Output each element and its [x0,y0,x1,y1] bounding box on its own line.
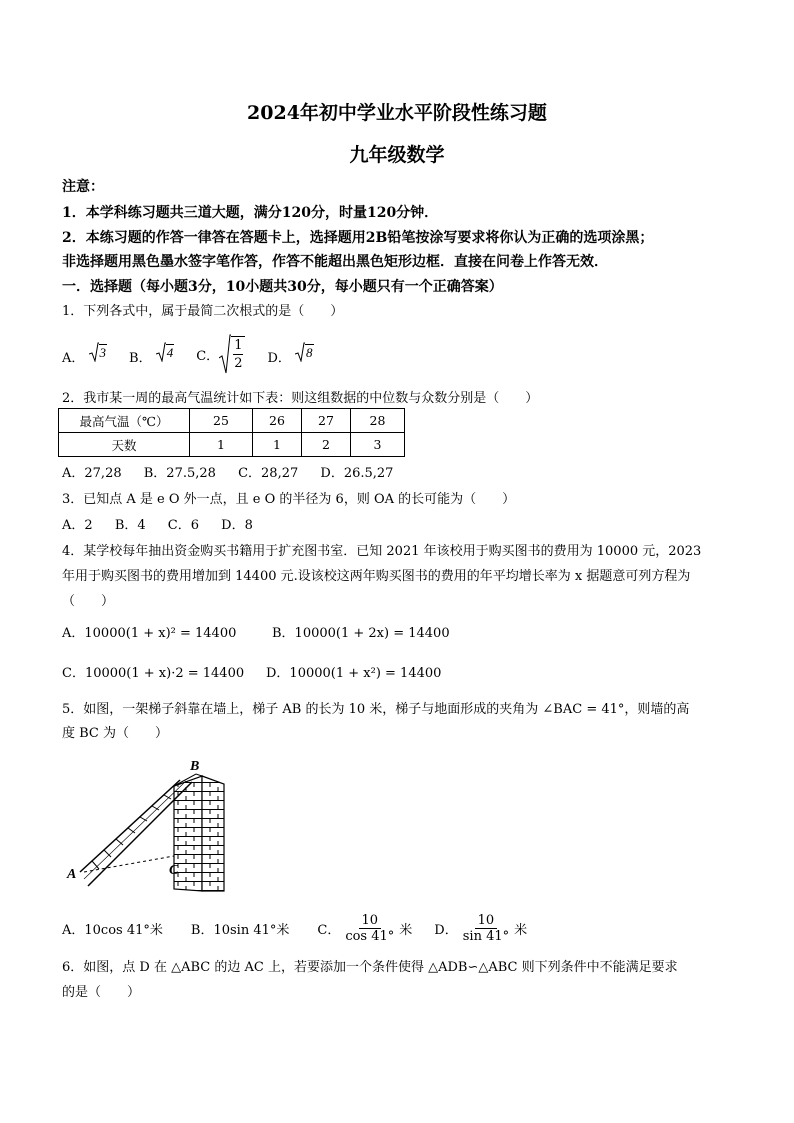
question-4-stem: （ ） [62,594,115,609]
question-5-stem: 度 BC 为（ ） [62,726,169,741]
option-b: B．27.5,28 [143,466,216,481]
section-heading: 一．选择题（每小题3分，10小题共30分，每小题只有一个正确答案） [62,279,503,295]
question-5-options [62,910,527,946]
table-cell: 最高气温（℃） [59,409,190,433]
question-3-options [62,514,253,533]
label-c: C [169,863,179,878]
option-b: B． 4 [129,342,174,366]
radical-sign-icon [89,342,99,362]
page-subtitle: 九年级数学 [349,144,445,166]
label-b: B [190,759,200,774]
question-6-stem: 6．如图，点 D 在 △ABC 的边 AC 上，若要添加一个条件使得 △ADB∽△ABC 则下列条件中不能满足要求 [62,960,678,975]
question-5-stem: 5．如图，一架梯子斜靠在墙上，梯子 AB 的长为 10 米，梯子与地面形成的夹角为 ∠BAC = 41°，则墙的高 [62,702,690,717]
table-cell: 1 [190,433,253,457]
option-a: A．10cos 41°米 [62,922,163,938]
question-4-stem: 4．某学校每年抽出资金购买书籍用于扩充图书室．已知 2021 年该校用于购买图书的费用为 10000 元，2023 [62,544,702,559]
question-6-stem: 的是（ ） [62,985,141,1000]
table-cell: 25 [190,409,253,433]
option-c: C．10000(1 + x)·2 = 14400 [62,666,245,681]
table-row [59,409,405,433]
radical-sign-icon [295,342,305,362]
table-cell: 1 [253,433,302,457]
notes-item: 2．本练习题的作答一律答在答题卡上，选择题用2B铅笔按涂写要求将你认为正确的选项涂黑； [62,230,654,246]
option-d: D．10000(1 + x²) = 14400 [266,666,442,681]
temperature-table [58,408,405,457]
ladder-rungs [92,795,171,869]
radical-sign-icon [156,342,166,362]
sqrt-expression: 3 [89,342,108,362]
option-c: C．28,27 [238,466,299,481]
notes-label: 注意： [62,179,104,195]
ladder-wall-figure [62,756,232,896]
table-cell: 28 [351,409,405,433]
notes-item: 非选择题用黑色墨水签字笔作答，作答不能超出黑色矩形边框．直接在问卷上作答无效． [62,254,608,270]
ground-dashed-line [84,856,174,872]
label-a: A [67,867,77,882]
ladder-rail [80,780,180,872]
table-cell: 27 [302,409,351,433]
table-cell: 3 [351,433,405,457]
question-2-stem: 2．我市某一周的最高气温统计如下表：则这组数据的中位数与众数分别是（ ） [62,391,539,406]
question-4-stem: 年用于购买图书的费用增加到 14400 元.设该校这两年购买图书的费用的年平均增长率为 x 据题意可列方程为 [62,569,691,584]
radical-sign-icon [219,334,231,374]
option-a: A． 3 [62,342,107,366]
wall-front [202,776,224,891]
option-c: C． $\frac{10}{\cos 41^\circ}$ 米 [317,912,413,944]
option-b: B．4 [114,518,146,533]
question-2-options [62,462,393,481]
option-b: B．10sin 41°米 [190,922,290,938]
question-1-stem: 1．下列各式中，属于最简二次根式的是（ ） [62,304,344,319]
option-c: C． 1 2 [196,334,245,374]
table-cell: 2 [302,433,351,457]
notes-item: 1．本学科练习题共三道大题，满分120分，时量120分钟． [62,205,439,221]
option-d: D． 8 [267,342,313,366]
option-a: A．27,28 [62,466,122,481]
option-d: D．8 [221,518,253,533]
question-3-stem: 3．已知点 A 是 e O 外一点，且 e O 的半径为 6，则 OA 的长可能为（ ） [62,492,516,507]
option-a: A．2 [62,518,93,533]
option-c: C．6 [167,518,199,533]
question-1-options [62,334,314,374]
option-d: D．26.5,27 [320,466,394,481]
option-d: D． $\frac{10}{\sin 41^\circ}$ 米 [434,912,528,944]
table-row [59,433,405,457]
table-cell: 26 [253,409,302,433]
table-cell: 天数 [59,433,190,457]
option-b: B．10000(1 + 2x) = 14400 [272,626,450,641]
page-title: 2024年初中学业水平阶段性练习题 [247,102,547,124]
option-a: A．10000(1 + x)² = 14400 [62,626,237,641]
